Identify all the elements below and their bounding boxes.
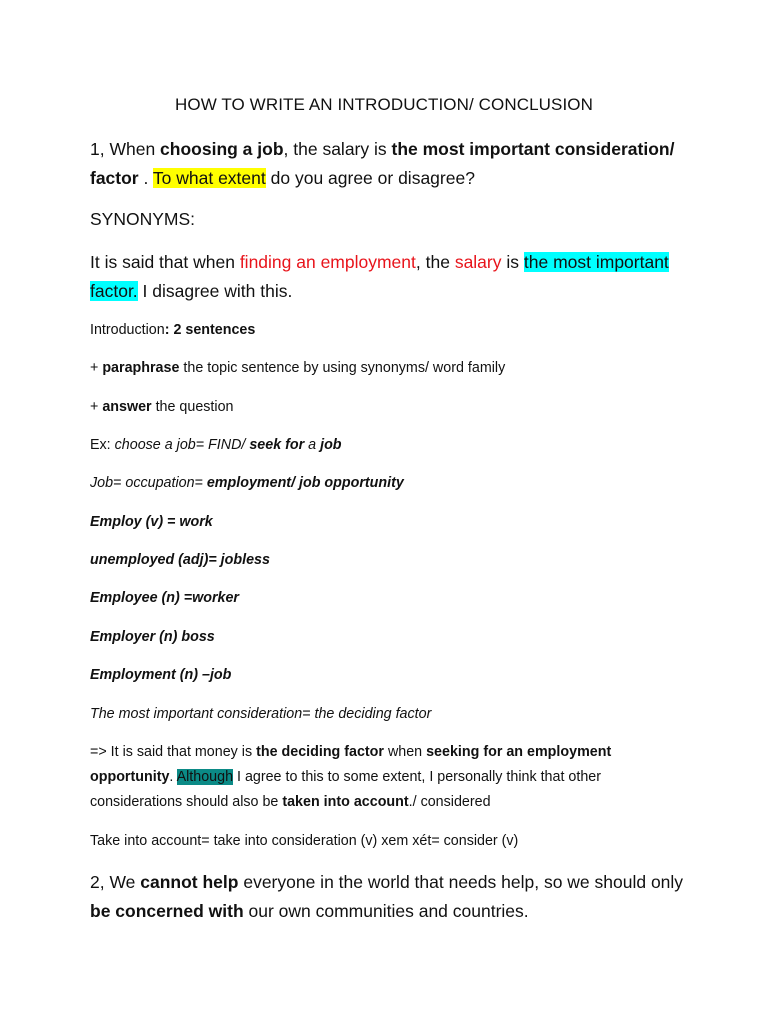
unemployed-text: unemployed (adj)= jobless [90, 552, 270, 568]
arrow-highlight-although: Although [176, 769, 234, 785]
q1-bold-choosing-job: choosing a job [160, 139, 284, 159]
example-line [90, 433, 690, 458]
para-red-salary: salary [454, 252, 502, 272]
ex-label: Ex: [90, 437, 115, 453]
answer-plus: + [90, 399, 103, 415]
employ-line [90, 510, 690, 535]
q2-text-c: everyone in the world that needs help, so we should only [238, 872, 684, 892]
question-2 [90, 868, 690, 926]
q2-text-a: 2, We [90, 872, 141, 892]
take-into-account-line: Take into account= take into consideration (v) xem xét= consider (v) [90, 833, 519, 849]
employer-text: Employer (n) boss [90, 629, 215, 645]
arrow-text-e: . [169, 769, 177, 785]
arrow-bold-seeking: seeking for an employment opportunity [90, 744, 612, 785]
paraphrase-line [90, 356, 690, 381]
arrow-text-c: when [383, 744, 427, 760]
job-line [90, 471, 690, 496]
ex-bold-job: job [320, 437, 342, 453]
q2-bold-concerned-with: be concerned with [90, 901, 244, 921]
para-highlight-most-important: the most important factor. [90, 252, 669, 301]
ex-italic-a: a [304, 437, 321, 453]
job-bold: employment/ job opportunity [206, 475, 404, 491]
q1-text-a: 1, When [90, 139, 161, 159]
answer-rest: the question [151, 399, 234, 415]
employee-line [90, 586, 690, 611]
employee-text: Employee (n) =worker [90, 590, 239, 606]
arrow-text-g: I agree to this to some extent, I personally think that other considerations should also be [90, 769, 601, 810]
paraphrase-plus: + [90, 360, 103, 376]
answer-bold: answer [102, 399, 152, 415]
introduction-line [90, 318, 690, 343]
paraphrase-bold: paraphrase [102, 360, 180, 376]
arrow-text-a: => It is said that money is [90, 744, 257, 760]
most-important-line [90, 702, 690, 727]
employment-text: Employment (n) –job [90, 667, 232, 683]
arrow-bold-deciding-factor: the deciding factor [256, 744, 384, 760]
answer-line [90, 395, 690, 420]
para-text-e: is [501, 252, 524, 272]
employment-line [90, 663, 690, 688]
arrow-bold-taken-into-account: taken into account [282, 794, 409, 810]
para-text-a: It is said that when [90, 252, 240, 272]
unemployed-line [90, 548, 690, 573]
paraphrase-example [90, 248, 690, 306]
employ-text: Employ (v) = work [90, 514, 213, 530]
employer-line [90, 625, 690, 650]
most-important-text: The most important consideration= the deciding factor [90, 706, 432, 722]
q1-highlight-to-what-extent: To what extent [152, 168, 266, 188]
q2-bold-cannot-help: cannot help [140, 872, 239, 892]
intro-label: Introduction [90, 322, 165, 338]
para-red-finding-employment: finding an employment [239, 252, 416, 272]
q1-bold-most-important: the most important consideration/ factor [90, 139, 675, 188]
arrow-text-i: ./ considered [408, 794, 491, 810]
paraphrase-rest: the topic sentence by using synonyms/ word family [179, 360, 506, 376]
q2-text-e: our own communities and countries. [243, 901, 529, 921]
ex-bold-seek-for: seek for [249, 437, 305, 453]
intro-bold-2-sentences: : 2 sentences [164, 322, 256, 338]
para-text-c: , the [415, 252, 455, 272]
question-1 [90, 135, 690, 193]
para-text-g: I disagree with this. [137, 281, 293, 301]
q1-text-e: . [138, 168, 153, 188]
example-answer-paragraph [90, 740, 695, 815]
q1-text-g: do you agree or disagree? [265, 168, 475, 188]
ex-italic: choose a job= FIND/ [114, 437, 250, 453]
job-italic: Job= occupation= [90, 475, 207, 491]
q1-text-c: , the salary is [283, 139, 392, 159]
synonyms-label: SYNONYMS: [90, 209, 196, 229]
document-title: HOW TO WRITE AN INTRODUCTION/ CONCLUSION [175, 95, 593, 114]
